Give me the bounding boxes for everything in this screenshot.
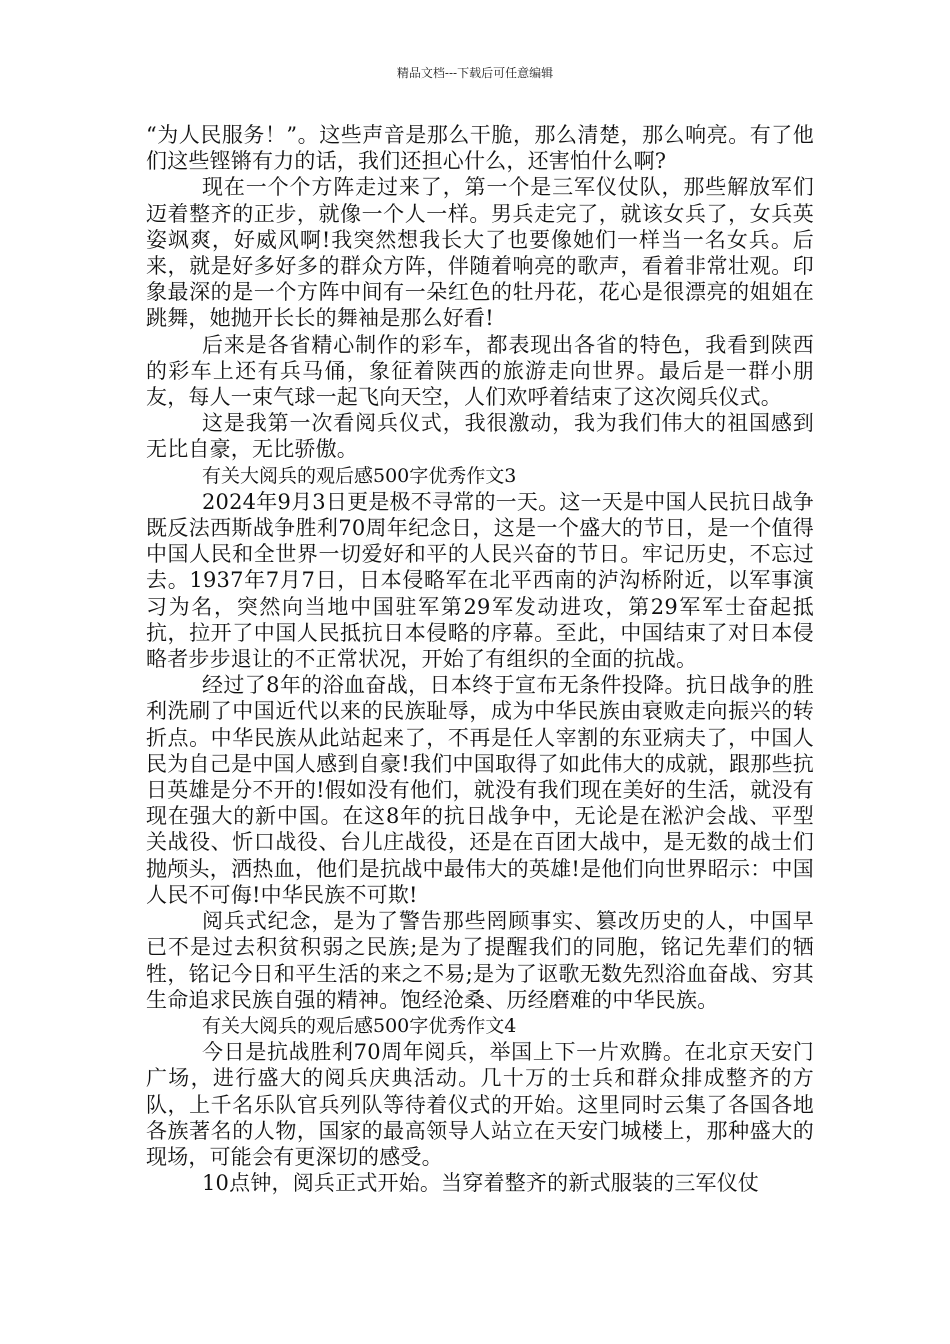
- paragraph: 2024年9月3日更是极不寻常的一天。这一天是中国人民抗日战争既反法西斯战争胜利70周年纪念日，这是一个盛大的节日，是一个值得中国人民和全世界一切爱好和平的人民兴奋的节日。牢记历史，不忘过去。1937年7月7日，日本侵略军在北平西南的泸沟桥附近，以军事演习为名，突然向当地中国驻军第29军发动进攻，第29军军士奋起抵抗，拉开了中国人民抵抗日本侵略的序幕。至此，中国结束了对日本侵略者步步退让的不正常状况，开始了有组织的全面的抗战。: [146, 489, 814, 672]
- document-body: [146, 122, 814, 1196]
- paragraph: 这是我第一次看阅兵仪式，我很激动，我为我们伟大的祖国感到无比自豪，无比骄傲。: [146, 411, 814, 462]
- section-heading: 有关大阅兵的观后感500字优秀作文3: [202, 464, 517, 487]
- paragraph: 经过了8年的浴血奋战，日本终于宣布无条件投降。抗日战争的胜利洗刷了中国近代以来的民族耻辱，成为中华民族由衰败走向振兴的转折点。中华民族从此站起来了，不再是任人宰割的东亚病夫了，中国人民为自己是中国人感到自豪!我们中国取得了如此伟大的成就，跟那些抗日英雄是分不开的!假如没有他们，就没有我们现在美好的生活，就没有现在强大的新中国。在这8年的抗日战争中，无论是在淞沪会战、平型关战役、忻口战役、台儿庄战役，还是在百团大战中，是无数的战士们抛颅头，洒热血，他们是抗战中最伟大的英雄!是他们向世界昭示：中国人民不可侮!中华民族不可欺!: [146, 673, 814, 907]
- page-header: 精品文档---下载后可任意编辑: [396, 66, 554, 80]
- section-heading: 有关大阅兵的观后感500字优秀作文4: [202, 1014, 517, 1037]
- paragraph: 阅兵式纪念，是为了警告那些罔顾事实、篡改历史的人，中国早已不是过去积贫积弱之民族;是为了提醒我们的同胞，铭记先辈们的牺牲，铭记今日和平生活的来之不易;是为了讴歌无数先烈浴血奋战、穷其生命追求民族自强的精神。饱经沧桑、历经磨难的中华民族。: [146, 909, 814, 1012]
- paragraph: 现在一个个方阵走过来了，第一个是三军仪仗队，那些解放军们迈着整齐的正步，就像一个人一样。男兵走完了，就该女兵了，女兵英姿飒爽，好威风啊!我突然想我长大了也要像她们一样当一名女兵。后来，就是好多好多的群众方阵，伴随着响亮的歌声，看着非常壮观。印象最深的是一个方阵中间有一朵红色的牡丹花，花心是很漂亮的姐姐在跳舞，她抛开长长的舞袖是那么好看!: [146, 175, 814, 331]
- paragraph: 后来是各省精心制作的彩车，都表现出各省的特色，我看到陕西的彩车上还有兵马俑，象征着陕西的旅游走向世界。最后是一群小朋友，每人一束气球一起飞向天空，人们欢呼着结束了这次阅兵仪式。: [146, 332, 814, 410]
- paragraph: 10点钟，阅兵正式开始。当穿着整齐的新式服装的三军仪仗: [202, 1171, 760, 1196]
- paragraph: “为人民服务！”。这些声音是那么干脆，那么清楚，那么响亮。有了他们这些铿锵有力的话，我们还担心什么，还害怕什么啊?: [146, 123, 814, 174]
- paragraph: 今日是抗战胜利70周年阅兵，举国上下一片欢腾。在北京天安门广场，进行盛大的阅兵庆典活动。几十万的士兵和群众排成整齐的方队，上千名乐队官兵列队等待着仪式的开始。这里同时云集了各国各地各族著名的人物，国家的最高领导人站立在天安门城楼上，那种盛大的现场，可能会有更深切的感受。: [146, 1040, 814, 1169]
